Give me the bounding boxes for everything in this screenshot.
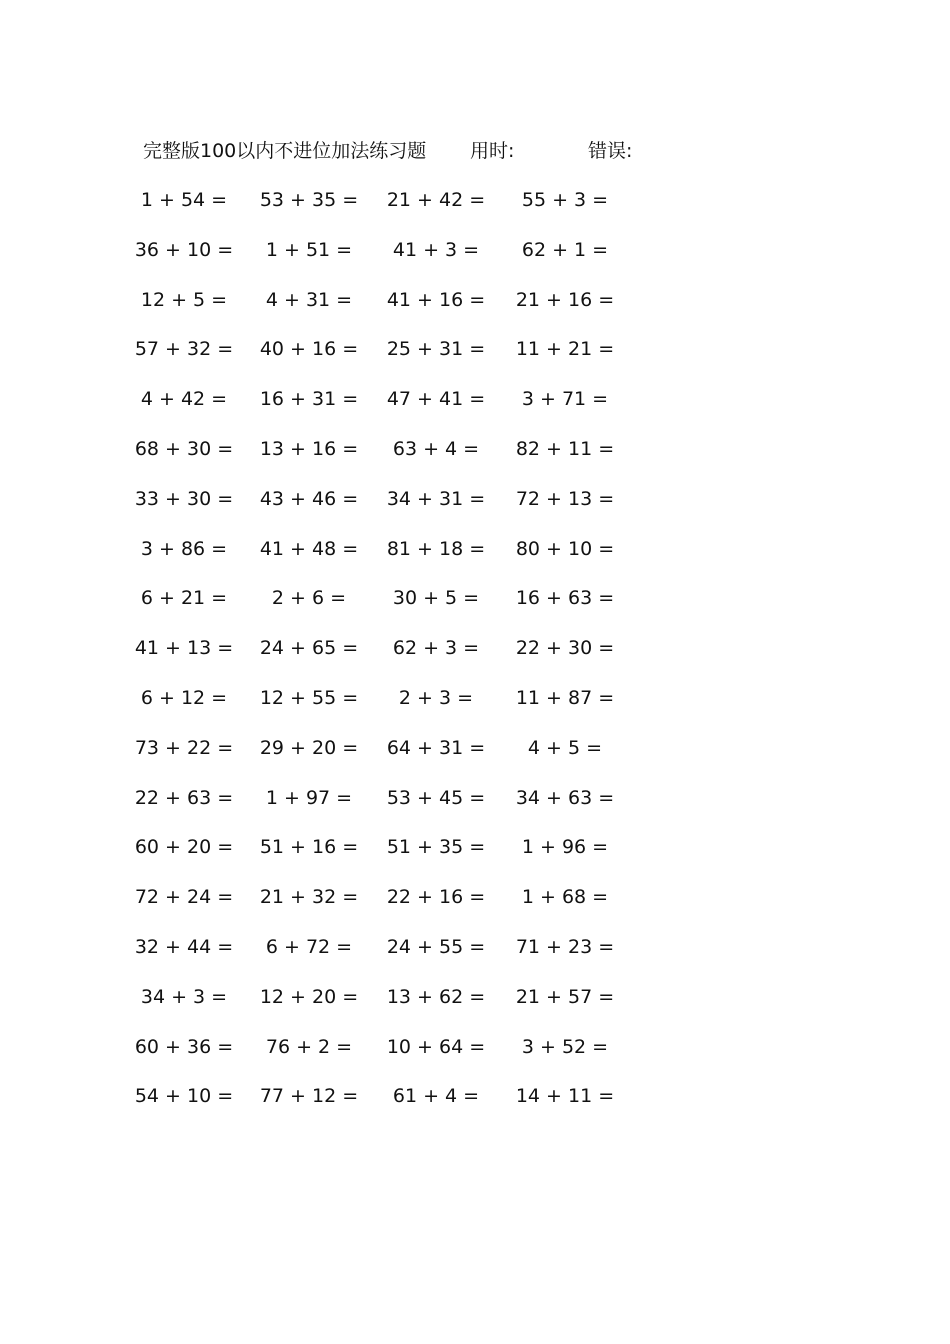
time-label: 用时: <box>470 140 515 162</box>
problem-item: 1 + 97 = <box>265 786 353 809</box>
problem-item: 10 + 64 = <box>386 1035 486 1058</box>
problem-item: 4 + 5 = <box>527 736 603 759</box>
problem-item: 47 + 41 = <box>386 388 486 411</box>
problem-row <box>0 882 950 932</box>
problem-item: 21 + 57 = <box>515 985 615 1008</box>
problem-item: 1 + 68 = <box>521 886 609 909</box>
problem-item: 4 + 42 = <box>140 388 228 411</box>
worksheet-header <box>0 137 950 165</box>
problem-item: 12 + 55 = <box>259 686 359 709</box>
problem-item: 21 + 16 = <box>515 288 615 311</box>
problem-item: 72 + 13 = <box>515 487 615 510</box>
problem-row <box>0 932 950 982</box>
problem-row <box>0 534 950 584</box>
problem-item: 21 + 32 = <box>259 886 359 909</box>
problem-item: 14 + 11 = <box>515 1085 615 1108</box>
problem-row <box>0 583 950 633</box>
problem-item: 1 + 54 = <box>140 189 228 211</box>
problem-item: 33 + 30 = <box>134 487 234 510</box>
problem-item: 16 + 31 = <box>259 388 359 411</box>
problem-item: 11 + 87 = <box>515 686 615 709</box>
problem-row <box>0 384 950 434</box>
problem-row <box>0 185 950 235</box>
problem-item: 64 + 31 = <box>386 736 486 759</box>
problem-item: 40 + 16 = <box>259 338 359 361</box>
problem-item: 80 + 10 = <box>515 537 615 560</box>
problem-item: 81 + 18 = <box>386 537 486 560</box>
problem-item: 60 + 20 = <box>134 836 234 859</box>
problem-item: 55 + 3 = <box>521 189 609 211</box>
problem-item: 2 + 3 = <box>398 686 474 709</box>
problem-item: 11 + 21 = <box>515 338 615 361</box>
problem-item: 36 + 10 = <box>134 238 234 261</box>
problem-item: 22 + 16 = <box>386 886 486 909</box>
problem-row <box>0 334 950 384</box>
problem-item: 30 + 5 = <box>392 587 480 610</box>
problem-item: 1 + 96 = <box>521 836 609 859</box>
problem-item: 12 + 20 = <box>259 985 359 1008</box>
problem-row <box>0 434 950 484</box>
problem-item: 73 + 22 = <box>134 736 234 759</box>
problem-item: 16 + 63 = <box>515 587 615 610</box>
problem-row <box>0 1081 950 1131</box>
problem-item: 34 + 31 = <box>386 487 486 510</box>
problem-item: 71 + 23 = <box>515 935 615 958</box>
problem-item: 25 + 31 = <box>386 338 486 361</box>
problem-item: 1 + 51 = <box>265 238 353 261</box>
problem-item: 51 + 16 = <box>259 836 359 859</box>
problem-item: 6 + 72 = <box>265 935 353 958</box>
problem-row <box>0 633 950 683</box>
problem-row <box>0 285 950 335</box>
problem-item: 57 + 32 = <box>134 338 234 361</box>
problem-item: 34 + 63 = <box>515 786 615 809</box>
problem-item: 21 + 42 = <box>386 189 486 211</box>
problem-item: 12 + 5 = <box>140 288 228 311</box>
errors-label: 错误: <box>588 140 633 162</box>
problem-item: 51 + 35 = <box>386 836 486 859</box>
problem-row <box>0 832 950 882</box>
problem-row <box>0 783 950 833</box>
problem-item: 24 + 65 = <box>259 637 359 660</box>
problem-item: 41 + 16 = <box>386 288 486 311</box>
problem-item: 54 + 10 = <box>134 1085 234 1108</box>
problem-item: 22 + 30 = <box>515 637 615 660</box>
problem-item: 53 + 45 = <box>386 786 486 809</box>
problem-item: 6 + 21 = <box>140 587 228 610</box>
problem-item: 62 + 3 = <box>392 637 480 660</box>
problem-item: 41 + 13 = <box>134 637 234 660</box>
problem-row <box>0 982 950 1032</box>
problem-item: 24 + 55 = <box>386 935 486 958</box>
problem-item: 3 + 71 = <box>521 388 609 411</box>
problem-item: 60 + 36 = <box>134 1035 234 1058</box>
problem-item: 43 + 46 = <box>259 487 359 510</box>
problem-row <box>0 733 950 783</box>
problem-item: 4 + 31 = <box>265 288 353 311</box>
problem-item: 32 + 44 = <box>134 935 234 958</box>
problem-row <box>0 235 950 285</box>
problem-item: 29 + 20 = <box>259 736 359 759</box>
problem-row <box>0 484 950 534</box>
problem-item: 41 + 3 = <box>392 238 480 261</box>
problem-item: 82 + 11 = <box>515 437 615 460</box>
problem-row <box>0 1032 950 1082</box>
problem-item: 68 + 30 = <box>134 437 234 460</box>
problem-item: 53 + 35 = <box>259 189 359 211</box>
problem-grid <box>0 185 950 1131</box>
problem-item: 41 + 48 = <box>259 537 359 560</box>
problem-item: 3 + 86 = <box>140 537 228 560</box>
problem-item: 63 + 4 = <box>392 437 480 460</box>
problem-row <box>0 683 950 733</box>
problem-item: 22 + 63 = <box>134 786 234 809</box>
problem-item: 61 + 4 = <box>392 1085 480 1108</box>
problem-item: 76 + 2 = <box>265 1035 353 1058</box>
problem-item: 6 + 12 = <box>140 686 228 709</box>
problem-item: 3 + 52 = <box>521 1035 609 1058</box>
problem-item: 13 + 62 = <box>386 985 486 1008</box>
problem-item: 2 + 6 = <box>271 587 347 610</box>
problem-item: 72 + 24 = <box>134 886 234 909</box>
problem-item: 34 + 3 = <box>140 985 228 1008</box>
problem-item: 62 + 1 = <box>521 238 609 261</box>
problem-item: 13 + 16 = <box>259 437 359 460</box>
worksheet-title: 完整版100以内不进位加法练习题 <box>143 140 427 162</box>
problem-item: 77 + 12 = <box>259 1085 359 1108</box>
